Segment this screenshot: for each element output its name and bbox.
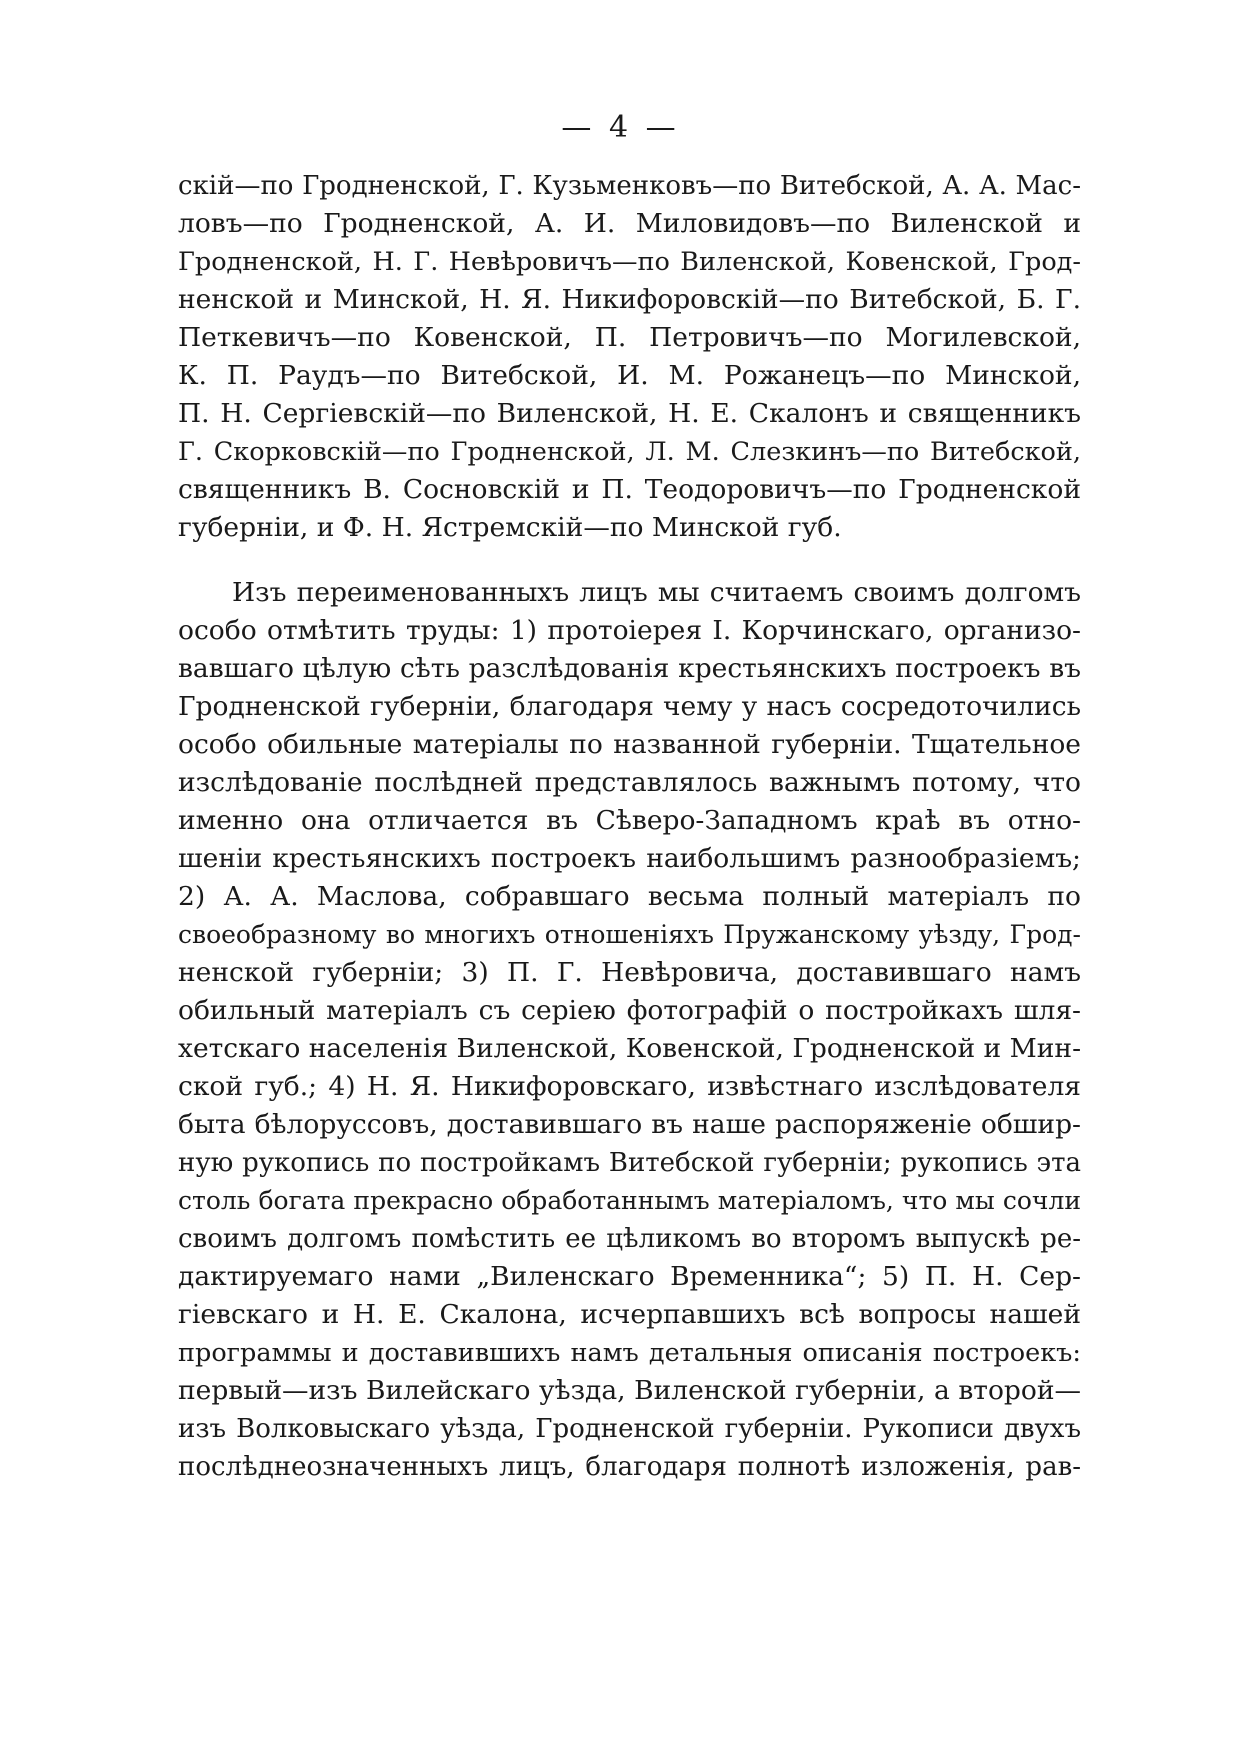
text-line: быта бѣлоруссовъ, доставившаго въ наше распоряженіе обшир- [178, 1109, 1081, 1140]
page-number: — 4 — [561, 110, 680, 145]
text-line: Гродненской губерніи, благодаря чему у насъ сосредоточились [178, 691, 1081, 722]
text-line: вавшаго цѣлую сѣть разслѣдованія крестьянскихъ построекъ въ [178, 653, 1081, 684]
text-line: особо обильные матеріалы по названной губерніи. Тщательное [178, 729, 1081, 760]
text-line: столь богата прекрасно обработаннымъ матеріаломъ, что мы сочли [178, 1186, 1081, 1215]
text-line: именно она отличается въ Сѣверо-Западномъ краѣ въ отно- [178, 805, 1081, 836]
text-line: К. П. Раудъ—по Витебской, И. М. Рожанецъ—по Минской, [178, 360, 1081, 391]
text-line: ловъ—по Гродненской, А. И. Миловидовъ—по Виленской и [178, 208, 1081, 239]
text-line: гіевскаго и Н. Е. Скалона, исчерпавшихъ всѣ вопросы нашей [178, 1299, 1081, 1330]
text-line: изслѣдованіе послѣдней представлялось важнымъ потому, что [178, 767, 1081, 798]
text-line: ненской и Минской, Н. Я. Никифоровскій—по Витебской, Б. Г. [178, 284, 1081, 315]
text-line: дактируемаго нами „Виленскаго Временника“; 5) П. Н. Сер- [178, 1261, 1081, 1292]
text-line: изъ Волковыскаго уѣзда, Гродненской губерніи. Рукописи двухъ [178, 1414, 1081, 1444]
text-line: Петкевичъ—по Ковенской, П. Петровичъ—по Могилевской, [178, 322, 1081, 353]
text-line: Гродненской, Н. Г. Невѣровичъ—по Виленской, Ковенской, Грод- [178, 247, 1081, 277]
text-line: первый—изъ Вилейскаго уѣзда, Виленской губерніи, а второй— [178, 1375, 1081, 1406]
text-line: своеобразному во многихъ отношеніяхъ Пружанскому уѣзду, Грод- [178, 920, 1081, 949]
text-line: священникъ В. Сосновскій и П. Теодоровичъ—по Гродненской [178, 474, 1081, 505]
text-line: особо отмѣтить труды: 1) протоіерея I. Корчинскаго, организо- [178, 615, 1081, 646]
text-line: 2) А. А. Маслова, собравшаго весьма полный матеріалъ по [178, 881, 1081, 912]
text-line: губерніи, и Ф. Н. Ястремскій—по Минской губ. [178, 512, 842, 543]
text-line: своимъ долгомъ помѣстить ее цѣликомъ во второмъ выпускѣ ре- [178, 1224, 1081, 1254]
text-line: шеніи крестьянскихъ построекъ наибольшимъ разнообразіемъ; [178, 843, 1081, 874]
text-line: программы и доставившихъ намъ детальныя описанія построекъ: [178, 1338, 1081, 1368]
text-line: послѣднеозначенныхъ лицъ, благодаря полнотѣ изложенія, рав- [178, 1452, 1081, 1482]
text-line: ную рукопись по постройкамъ Витебской губерніи; рукопись эта [178, 1148, 1081, 1178]
text-line: П. Н. Сергіевскій—по Виленской, Н. Е. Скалонъ и священникъ [178, 398, 1081, 429]
text-line: скій—по Гродненской, Г. Кузьменковъ—по Витебской, А. А. Мас- [178, 171, 1081, 201]
text-line: ненской губерніи; 3) П. Г. Невѣровича, доставившаго намъ [178, 957, 1081, 988]
text-line: ской губ.; 4) Н. Я. Никифоровскаго, извѣстнаго изслѣдователя [178, 1071, 1081, 1102]
text-line: Г. Скорковскій—по Гродненской, Л. М. Слезкинъ—по Витебской, [178, 437, 1081, 467]
text-line: обильный матеріалъ съ серіею фотографій о постройкахъ шля- [178, 995, 1081, 1026]
text-line: хетскаго населенія Виленской, Ковенской, Гродненской и Мин- [178, 1033, 1082, 1064]
text-line: Изъ переименованныхъ лицъ мы считаемъ своимъ долгомъ [232, 577, 1081, 608]
